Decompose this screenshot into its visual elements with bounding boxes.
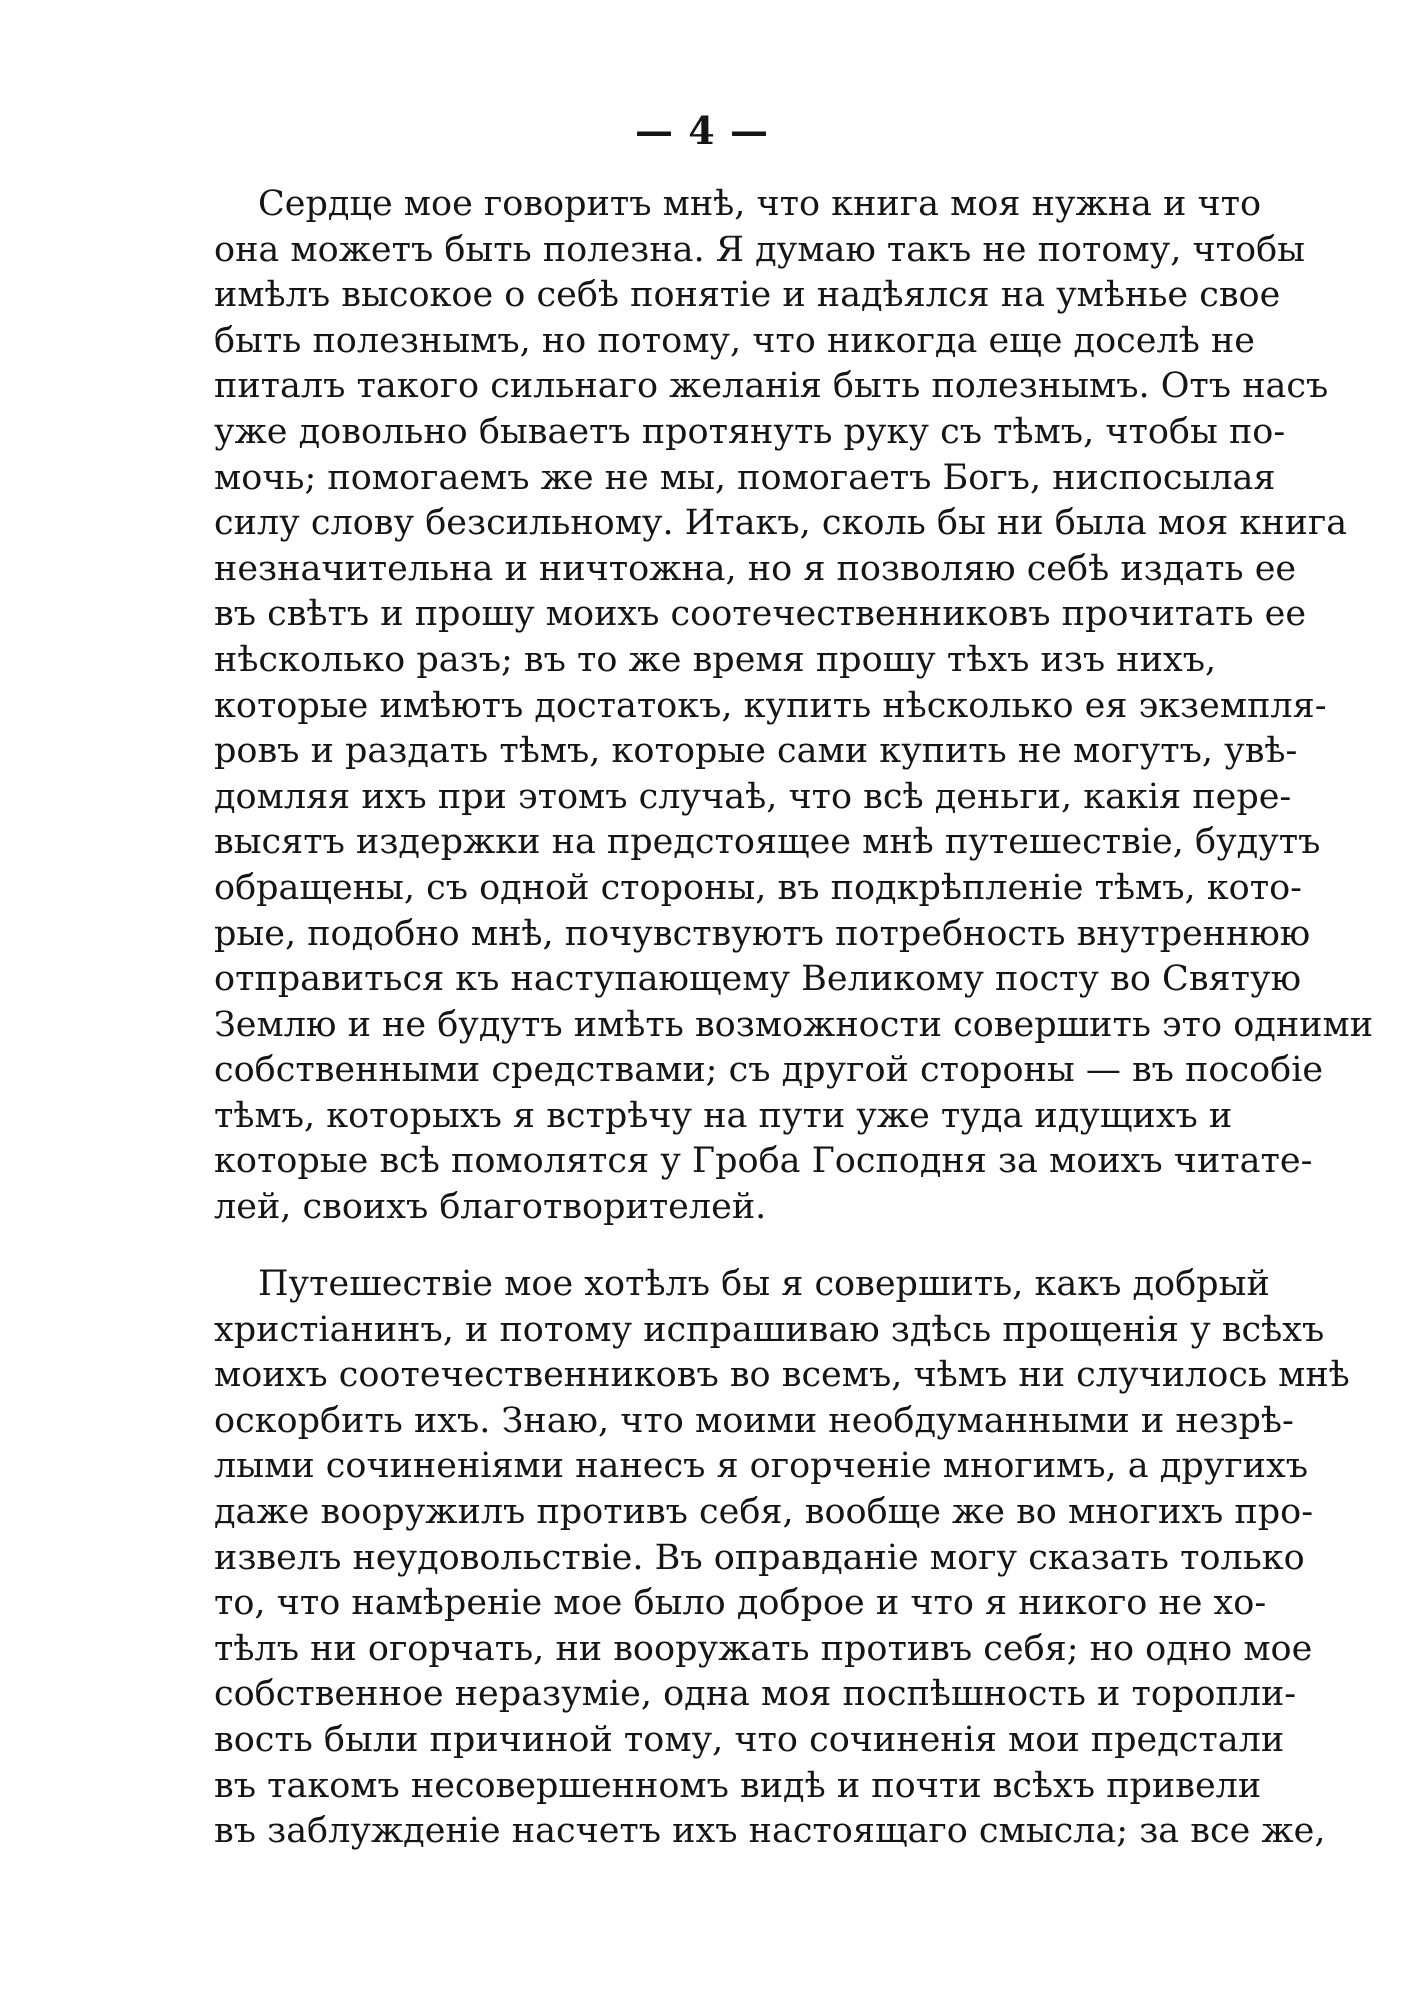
text-line: тѣлъ ни огорчать, ни вооружать противъ себя; но одно мое	[214, 1628, 1313, 1669]
text-line: быть полезнымъ, но потому, что никогда еще доселѣ не	[214, 320, 1255, 361]
text-line: рые, подобно мнѣ, почувствуютъ потребность внутреннюю	[214, 913, 1311, 954]
text-line: собственное неразуміе, одна моя поспѣшность и торопли-	[214, 1674, 1297, 1715]
text-line: моихъ соотечественниковъ во всемъ, чѣмъ ни случилось мнѣ	[214, 1355, 1350, 1396]
paragraph-2	[214, 1262, 1350, 1855]
text-line: извелъ неудовольствіе. Въ оправданіе могу сказать только	[214, 1537, 1305, 1578]
text-line: нѣсколько разъ; въ то же время прошу тѣхъ изъ нихъ,	[214, 639, 1217, 680]
text-line: христіанинъ, и потому испрашиваю здѣсь прощенія у всѣхъ	[214, 1309, 1325, 1350]
text-line: мочь; помогаемъ же не мы, помогаетъ Богъ, ниспосылая	[214, 457, 1276, 498]
text-line: Сердце мое говоритъ мнѣ, что книга моя нужна и что	[258, 184, 1262, 224]
text-line: которые всѣ помолятся у Гроба Господня за моихъ читате-	[214, 1141, 1313, 1182]
text-line: силу слову безсильному. Итакъ, сколь бы ни была моя книга	[214, 503, 1348, 544]
text-line: Землю и не будутъ имѣть возможности совершить это одними	[214, 1004, 1374, 1045]
page-number: — 4 —	[635, 108, 769, 153]
text-line: имѣлъ высокое о себѣ понятіе и надѣялся на умѣнье свое	[214, 275, 1281, 316]
text-line: высятъ издержки на предстоящее мнѣ путешествіе, будутъ	[214, 822, 1321, 863]
text-line: домляя ихъ при этомъ случаѣ, что всѣ деньги, какія пере-	[214, 776, 1292, 817]
text-line: вость были причиной тому, что сочиненія мои предстали	[214, 1719, 1285, 1760]
paragraph-1	[214, 182, 1374, 1231]
text-line: обращены, съ одной стороны, въ подкрѣпленіе тѣмъ, кото-	[214, 867, 1303, 908]
text-line: которые имѣютъ достатокъ, купить нѣсколько ея экземпля-	[214, 685, 1327, 726]
text-line: уже довольно бываетъ протянуть руку съ тѣмъ, чтобы по-	[214, 411, 1286, 452]
text-line: она можетъ быть полезна. Я думаю такъ не потому, чтобы	[214, 229, 1305, 270]
text-line: незначительна и ничтожна, но я позволяю себѣ издать ее	[214, 548, 1297, 589]
text-line: въ такомъ несовершенномъ видѣ и почти всѣхъ привели	[214, 1765, 1262, 1806]
text-line: Путешествіе мое хотѣлъ бы я совершить, какъ добрый	[258, 1264, 1270, 1304]
text-line: даже вооружилъ противъ себя, вообще же во многихъ про-	[214, 1491, 1314, 1532]
text-line: лей, своихъ благотворителей.	[214, 1187, 767, 1228]
text-line: собственными средствами; съ другой стороны — въ пособіе	[214, 1050, 1324, 1091]
text-line: тѣмъ, которыхъ я встрѣчу на пути уже туда идущихъ и	[214, 1095, 1233, 1136]
text-line: лыми сочиненіями нанесъ я огорченіе многимъ, а другихъ	[214, 1446, 1309, 1487]
text-line: отправиться къ наступающему Великому посту во Святую	[214, 959, 1302, 1000]
text-line: оскорбить ихъ. Знаю, что моими необдуманными и незрѣ-	[214, 1400, 1294, 1441]
text-line: питалъ такого сильнаго желанія быть полезнымъ. Отъ насъ	[214, 366, 1329, 407]
text-line: въ свѣтъ и прошу моихъ соотечественниковъ прочитать ее	[214, 594, 1307, 635]
text-line: въ заблужденіе насчетъ ихъ настоящаго смысла; за все же,	[214, 1811, 1326, 1852]
text-line: ровъ и раздать тѣмъ, которые сами купить не могутъ, увѣ-	[214, 731, 1298, 772]
text-line: то, что намѣреніе мое было доброе и что я никого не хо-	[214, 1583, 1267, 1624]
